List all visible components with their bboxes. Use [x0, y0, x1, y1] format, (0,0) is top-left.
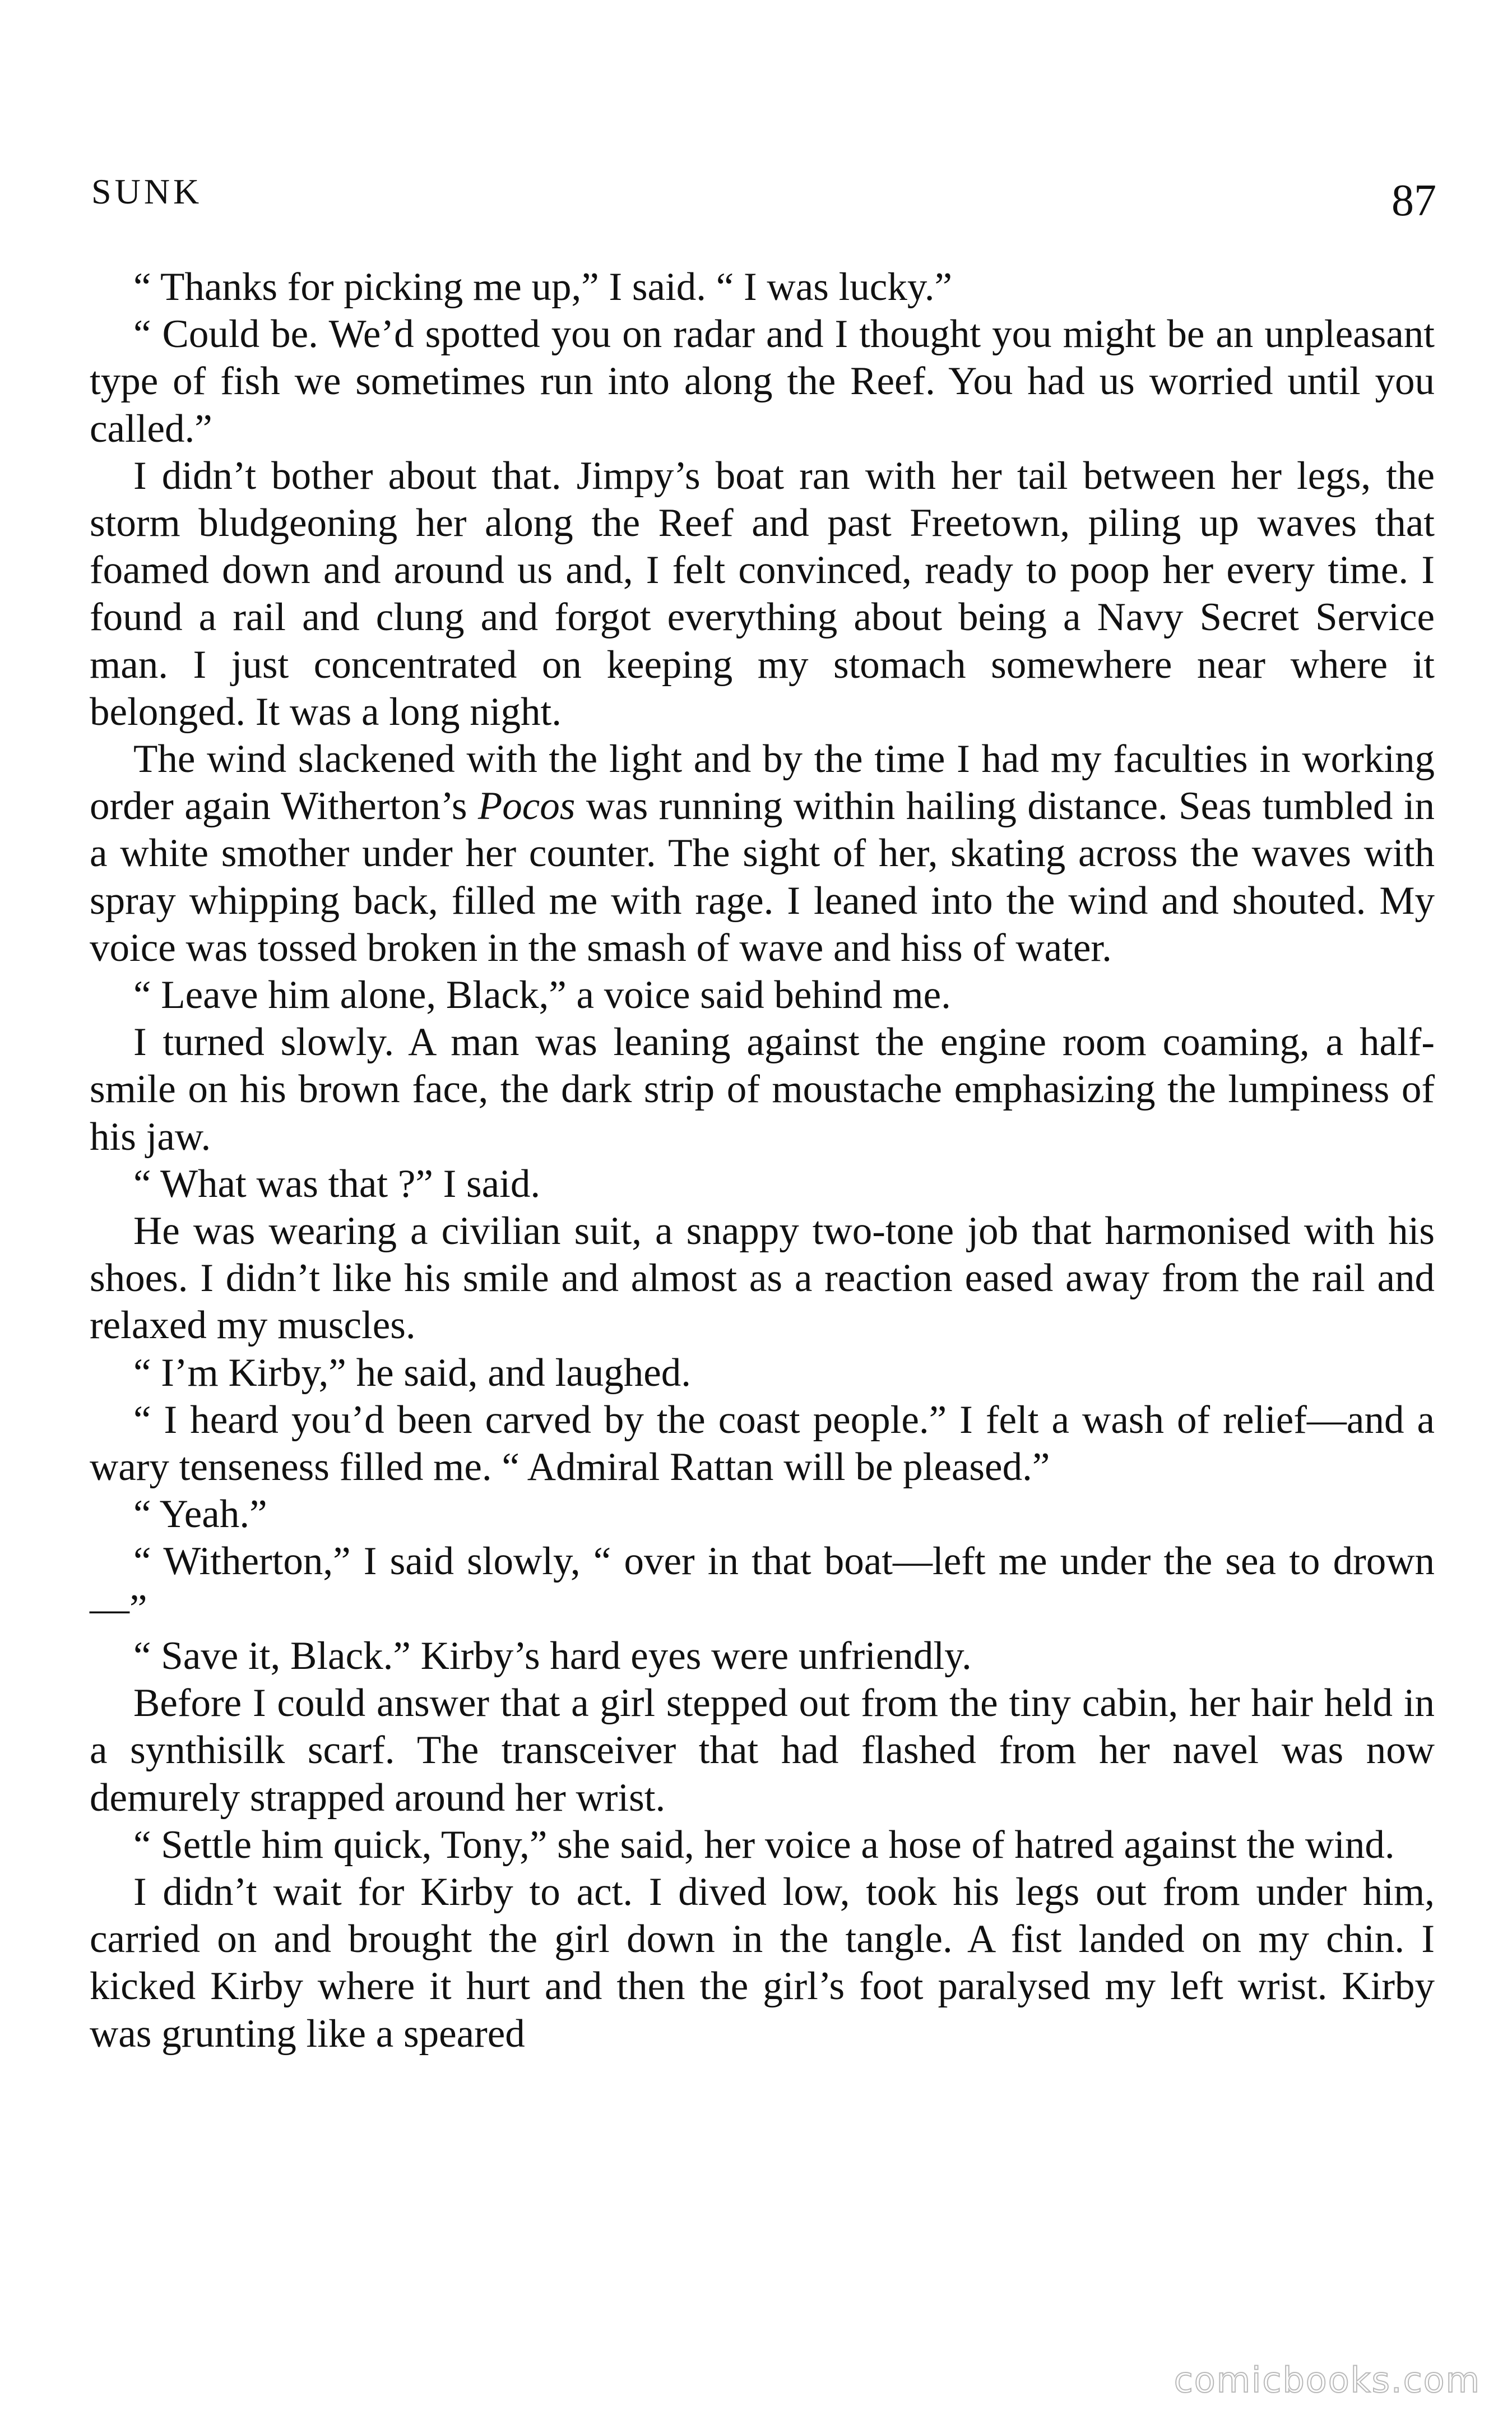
paragraph-6: I turned slowly. A man was leaning against the engine room coaming, a half-smile on his brown face, the dark strip of moustache emphasizing the lumpiness of his jaw.	[90, 1020, 1435, 1159]
paragraph-15: “ Settle him quick, Tony,” she said, her voice a hose of hatred against the wind.	[133, 1822, 1395, 1867]
paragraph-13: “ Save it, Black.” Kirby’s hard eyes were unfriendly.	[133, 1634, 972, 1678]
watermark: comicbooks.com	[1174, 2360, 1481, 2400]
paragraph-1: “ Thanks for picking me up,” I said. “ I was lucky.”	[133, 265, 952, 309]
running-head	[91, 171, 1436, 238]
paragraph-14: Before I could answer that a girl stepped out from the tiny cabin, her hair held in a synthisilk scarf. The transceiver that had flashed from her navel was now demurely strapped around her wrist.	[90, 1681, 1435, 1820]
paragraph-5: “ Leave him alone, Black,” a voice said behind me.	[133, 973, 951, 1017]
paragraph-8: He was wearing a civilian suit, a snappy two-tone job that harmonised with his shoes. I didn’t like his smile and almost as a reaction eased away from the rail and relaxed my muscles.	[90, 1209, 1435, 1348]
paragraph-4-text-after: was running within hailing distance. Seas tumbled in a white smother under her counter. The sight of her, skating across the waves with spray whipping back, filled me with rage. I leaned into the wind and shouted. My voice was tossed broken in the smash of wave and hiss of water.	[90, 784, 1435, 970]
paragraph-7: “ What was that ?” I said.	[133, 1162, 541, 1206]
page-number: 87	[1392, 176, 1436, 225]
paragraph-12: “ Witherton,” I said slowly, “ over in that boat—left me under the sea to drown—”	[90, 1539, 1435, 1631]
boat-name-pocos: Pocos	[477, 784, 576, 829]
paragraph-11: “ Yeah.”	[133, 1492, 267, 1537]
paragraph-10: “ I heard you’d been carved by the coast people.” I felt a wash of relief—and a wary tenseness filled me. “ Admiral Rattan will be pleased.”	[90, 1398, 1435, 1489]
paragraph-3: I didn’t bother about that. Jimpy’s boat ran with her tail between her legs, the storm bludgeoning her along the Reef and past Freetown, piling up waves that foamed down and around us and, I felt convinced, ready to poop her every time. I found a rail and clung and forgot everything about being a Navy Secret Service man. I just concentrated on keeping my stomach somewhere near where it belonged. It was a long night.	[90, 454, 1435, 734]
body-text	[90, 263, 1435, 2057]
paragraph-16: I didn’t wait for Kirby to act. I dived low, took his legs out from under him, carried on and brought the girl down in the tangle. A fist landed on my chin. I kicked Kirby where it hurt and then the girl’s foot paralysed my left wrist. Kirby was grunting like a speared	[90, 1870, 1435, 2056]
paragraph-4	[90, 735, 1435, 972]
running-title: SUNK	[91, 172, 203, 211]
paragraph-4-text-before: The wind slackened with the light and by the time I had my faculties in working order again Witherton’s	[90, 737, 1435, 829]
paragraph-9: “ I’m Kirby,” he said, and laughed.	[133, 1350, 691, 1395]
paragraph-2: “ Could be. We’d spotted you on radar and I thought you might be an unpleasant type of fish we sometimes run into along the Reef. You had us worried until you called.”	[90, 312, 1435, 451]
